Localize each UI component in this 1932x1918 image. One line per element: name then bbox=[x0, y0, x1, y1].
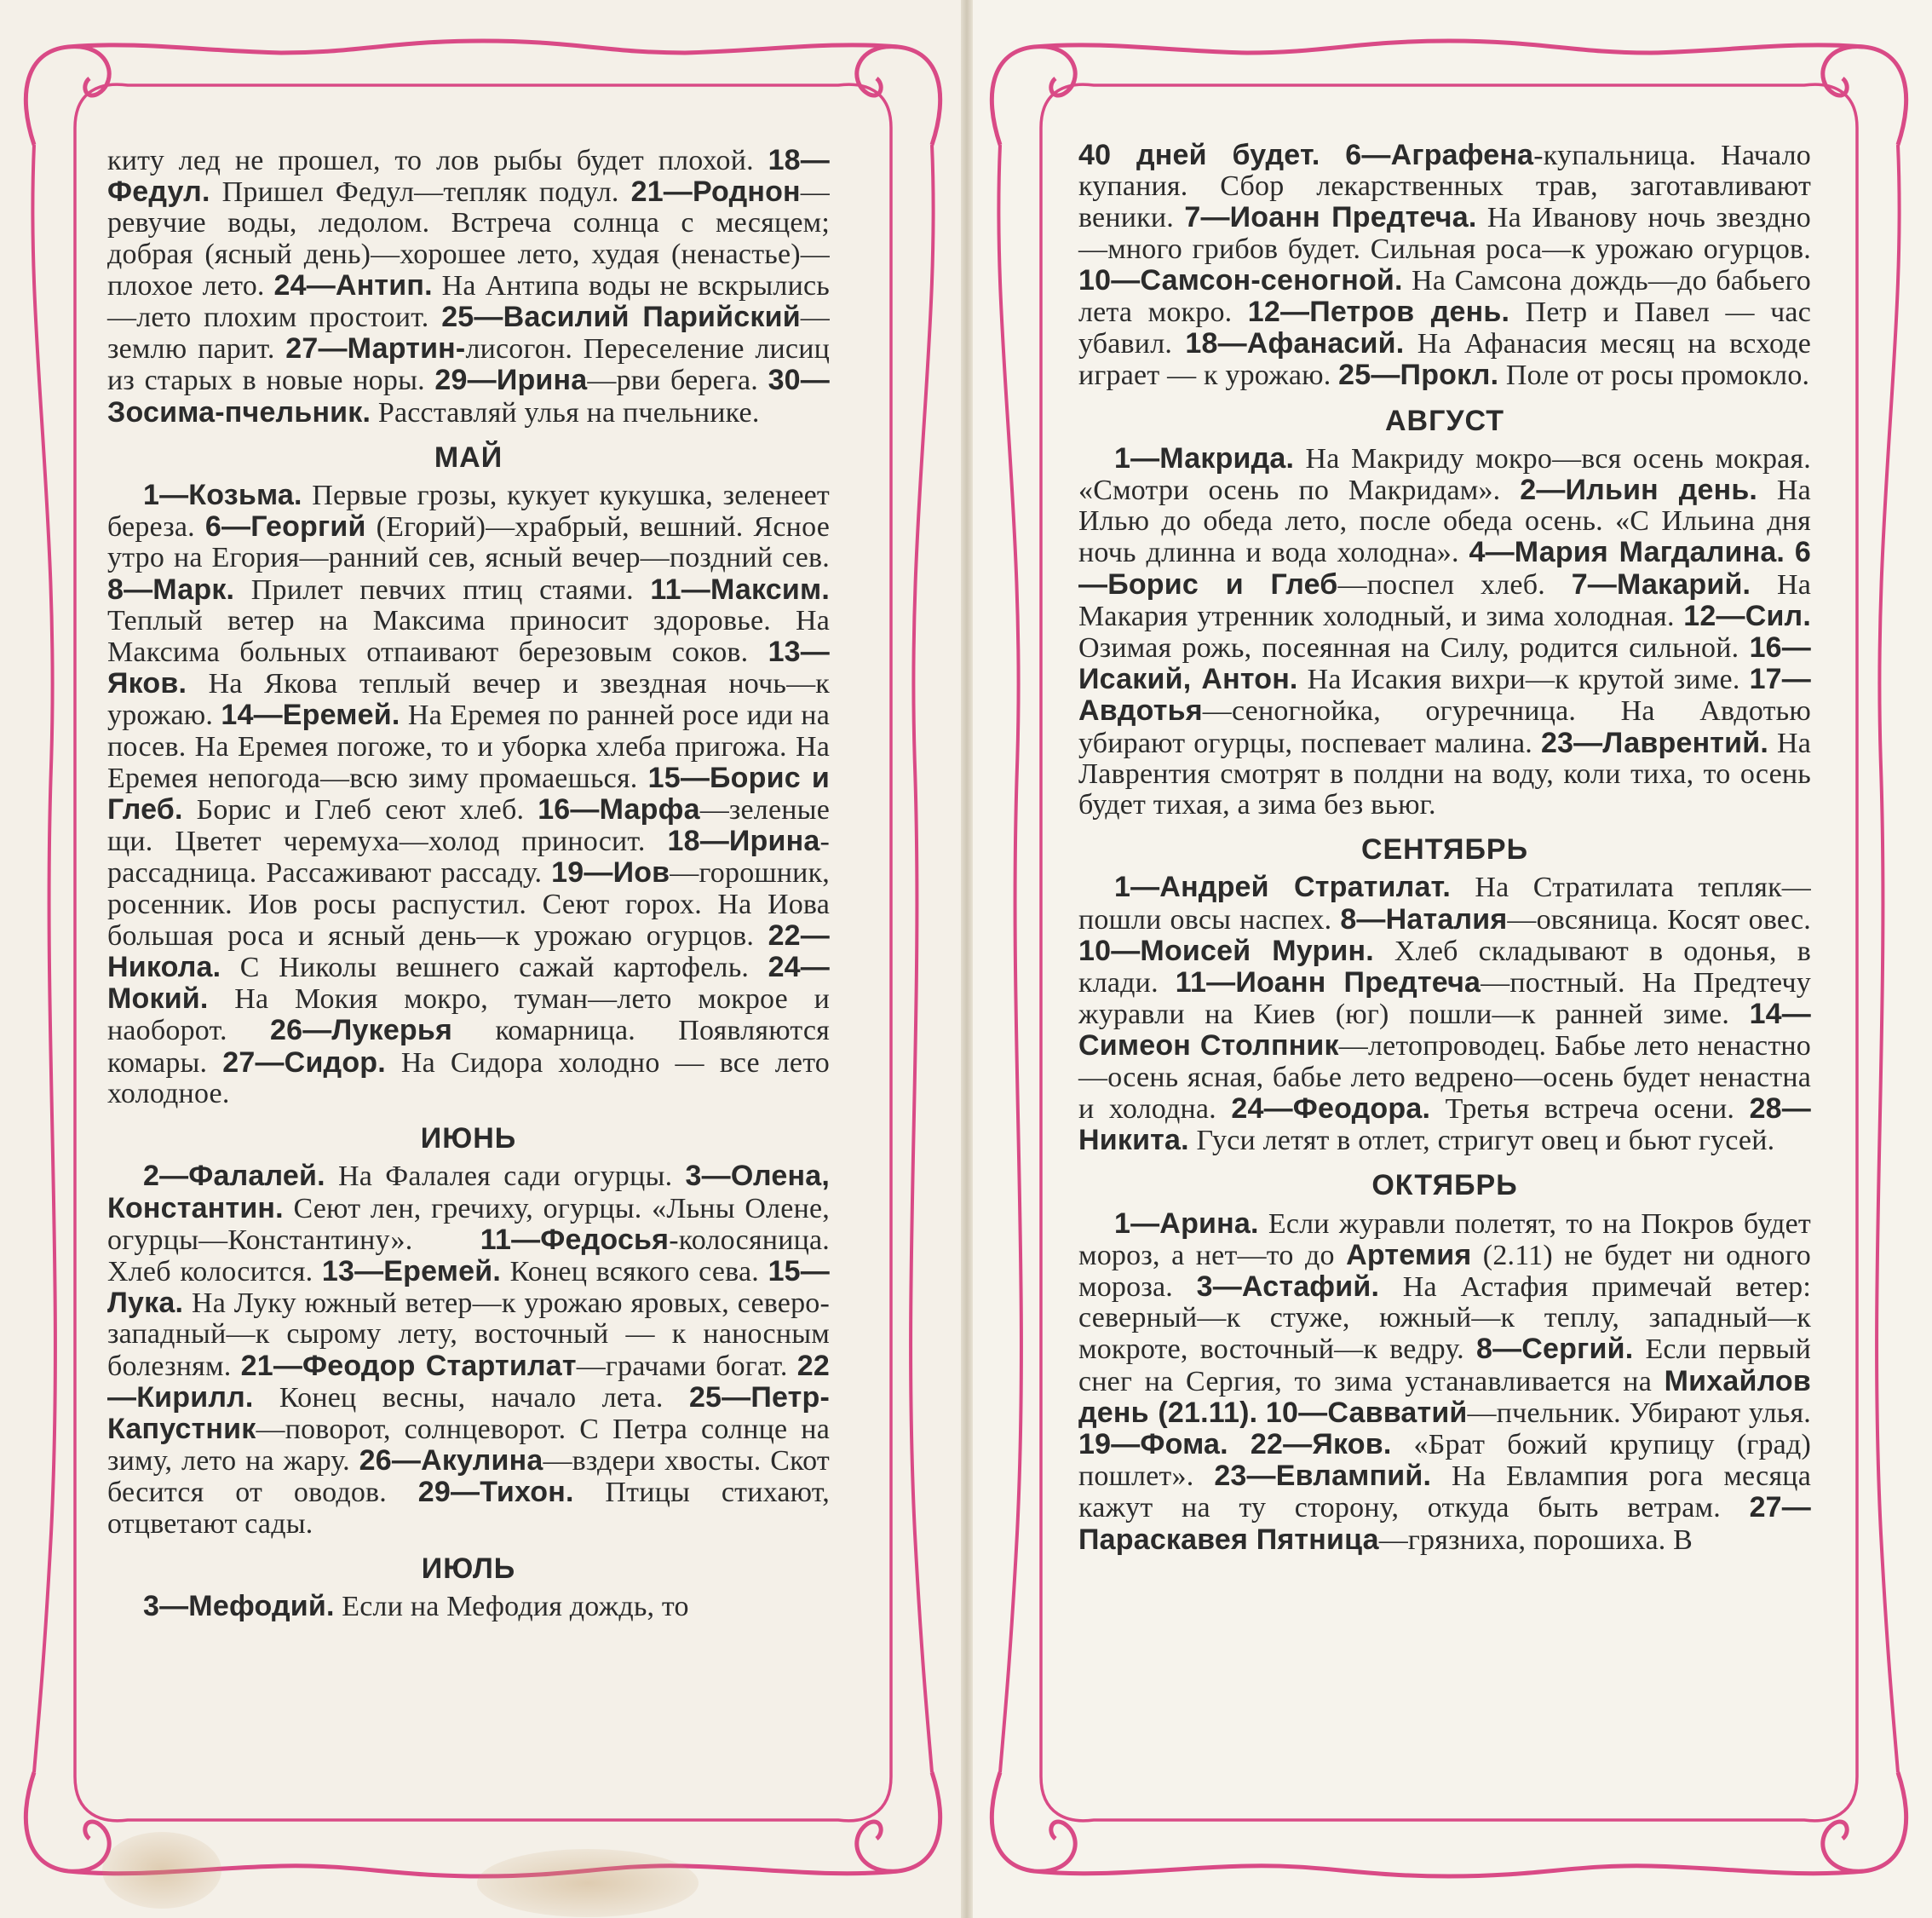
saint-day-label: 40 дней будет. 6—Аграфена bbox=[1078, 139, 1534, 171]
text-run: Конец весны, начало лета. bbox=[253, 1381, 689, 1414]
text-run: —ревучие воды, ледолом. Встреча солнца с месяцем; добрая (ясный день)—хорошее лето, худая (ненастье)—плохое лето. bbox=[107, 176, 830, 302]
text-run: (Егорий)—храбрый, вешний. Ясное утро на Егория—ранний сев, ясный вечер—поздний сев. bbox=[107, 511, 830, 574]
text-run: киту лед не прошел, то лов рыбы будет плохой. bbox=[107, 145, 768, 176]
text-run: —постный. На Предтечу журавли на Киев (юг) пошли—к ранней зиме. bbox=[1078, 967, 1811, 1031]
saint-day-label: 23—Евлампий. bbox=[1214, 1460, 1432, 1493]
text-run: На Антипа воды не вскрылись—лето плохим простоит. bbox=[107, 269, 830, 334]
saint-day-label: Артемия bbox=[1346, 1238, 1472, 1271]
saint-day-label: 1—Козьма. bbox=[143, 479, 302, 512]
saint-day-label: 10—Савватий bbox=[1265, 1396, 1468, 1429]
saint-day-label: 27—Параскавея Пятница bbox=[1078, 1491, 1811, 1556]
text-run: Прилет певчих птиц стаями. bbox=[234, 573, 651, 606]
text-run: —рви берега. bbox=[587, 365, 768, 397]
text-run: На Фалалея сади огурцы. bbox=[325, 1161, 686, 1193]
text-run bbox=[1785, 537, 1795, 568]
saint-day-label: 23—Лаврентий. bbox=[1540, 726, 1768, 759]
text-run: На Макриду мокро—вся осень мокрая. «Смотри осень по Макридам». bbox=[1078, 442, 1811, 507]
saint-day-label: 22—Никола. bbox=[107, 919, 830, 984]
saint-day-label: 1—Арина. bbox=[1114, 1207, 1259, 1240]
text-run: —сеногнойка, огуречница. На Авдотью убирают огурцы, поспевает малина. bbox=[1078, 695, 1811, 759]
text-run: Теплый ветер на Максима приносит здоровье. На Максима больных отпаивают березовым соков. bbox=[107, 604, 830, 669]
saint-day-label: 26—Акулина bbox=[359, 1444, 543, 1477]
heading-july: ИЮЛЬ bbox=[421, 1552, 516, 1585]
right-page-text bbox=[1078, 140, 1811, 1556]
text-run: Третья встреча осени. bbox=[1430, 1092, 1750, 1125]
saint-day-label: Михайлов день (21.11). bbox=[1078, 1364, 1811, 1429]
saint-day-label: 19—Иов bbox=[551, 856, 670, 890]
paragraph-may bbox=[107, 480, 830, 1109]
saint-day-label: 11—Максим. bbox=[650, 573, 830, 606]
paragraph-july bbox=[107, 1591, 830, 1622]
paper-stain bbox=[102, 1832, 221, 1909]
saint-day-label: 8—Наталия bbox=[1340, 902, 1508, 936]
saint-day-label: 7—Иоанн Предтеча. bbox=[1184, 201, 1477, 234]
text-run: —вздери хвосты. Скот бесится от оводов. bbox=[107, 1445, 830, 1509]
text-run: Первые грозы, кукует кукушка, зеленеет береза. bbox=[107, 480, 830, 544]
saint-day-label: 29—Тихон. bbox=[417, 1476, 574, 1509]
heading-june: ИЮНЬ bbox=[420, 1122, 517, 1155]
saint-day-label: 18—Федул. bbox=[107, 144, 830, 209]
saint-day-label: 6—Борис и Глеб bbox=[1078, 536, 1812, 601]
saint-day-label: 10—Самсон-сеногной. bbox=[1078, 263, 1403, 297]
text-run: —грачами богат. bbox=[576, 1350, 797, 1382]
saint-day-label: 16—Исакий, Антон. bbox=[1078, 631, 1811, 696]
saint-day-label: 25—Петр-Капустник bbox=[107, 1380, 830, 1445]
saint-day-label: 22—Яков. bbox=[1250, 1427, 1392, 1460]
text-run bbox=[1257, 1397, 1266, 1429]
text-run: Гуси летят в отлет, стригут овец и бьют гусей. bbox=[1188, 1125, 1775, 1157]
text-run: На Сидора холодно — все лето холодное. bbox=[107, 1046, 830, 1109]
text-run: С Николы вешнего сажай картофель. bbox=[221, 952, 768, 984]
text-run: На Исакия вихри—к крутой зиме. bbox=[1297, 664, 1750, 696]
text-run: —грязниха, порошиха. В bbox=[1378, 1523, 1693, 1556]
saint-day-label: 2—Фалалей. bbox=[143, 1160, 325, 1193]
saint-day-label: 13—Еремей. bbox=[321, 1254, 502, 1287]
text-run: -купальница. Начало купания. Сбор лекарственных трав, заготавливают веники. bbox=[1078, 140, 1812, 234]
saint-day-label: 7—Макарий. bbox=[1571, 567, 1751, 601]
text-run: Петр и Павел — час убавил. bbox=[1078, 297, 1811, 360]
text-run: Борис и Глеб сеют хлеб. bbox=[182, 794, 538, 827]
text-run: На Илью до обеда лето, после обеда осень. «С Ильина дня ночь длинна и вода холодна». bbox=[1078, 475, 1811, 569]
saint-day-label: 3—Астафий. bbox=[1196, 1270, 1380, 1303]
text-run: Расставляй улья на пчельнике. bbox=[371, 396, 760, 429]
saint-day-label: 6—Георгий bbox=[204, 510, 366, 544]
text-run: На Якова теплый вечер и звездная ночь—к урожаю. bbox=[107, 668, 830, 732]
text-run: Птицы стихают, отцветают сады. bbox=[107, 1477, 831, 1540]
text-run: На Луку южный ветер—к урожаю яровых, северо-западный—к сырому лету, восточный — к наносным болезням. bbox=[107, 1287, 830, 1382]
right-page bbox=[966, 0, 1932, 1918]
text-run: На Макария утренник холодный, и зима холодная. bbox=[1078, 568, 1812, 632]
paragraph-september bbox=[1078, 872, 1811, 1156]
paragraph-april-end bbox=[107, 145, 830, 429]
saint-day-label: 30—Зосима-пчельник. bbox=[107, 364, 830, 429]
text-run: Если журавли полетят, то на Покров будет мороз, а нет—то до bbox=[1078, 1207, 1811, 1271]
saint-day-label: 27—Мартин- bbox=[285, 332, 466, 366]
text-run: —овсяница. Косят овес. bbox=[1507, 903, 1811, 936]
text-run: —поспел хлеб. bbox=[1337, 568, 1572, 601]
text-run: Пришел Федул—тепляк подул. bbox=[210, 176, 631, 209]
paragraph-july-end bbox=[1078, 140, 1811, 392]
text-run: —летопроводец. Бабье лето ненастно—осень ясная, бабье лето ведрено—осень будет ненастна и холодна. bbox=[1078, 1030, 1811, 1125]
saint-day-label: 12—Сил. bbox=[1683, 599, 1811, 632]
text-run: (2.11) не будет ни одного мороза. bbox=[1078, 1239, 1811, 1303]
text-run: «Брат божий крупицу (град) пошлет». bbox=[1078, 1428, 1811, 1493]
saint-day-label: 1—Макрида. bbox=[1114, 441, 1295, 475]
text-run: На Афанасия месяц на всходе играет — к урожаю. bbox=[1078, 328, 1811, 392]
saint-day-label: 25—Василий Парийский bbox=[441, 301, 801, 334]
heading-august: АВГУСТ bbox=[1384, 404, 1504, 437]
saint-day-label: 13—Яков. bbox=[107, 636, 830, 700]
text-run: Если на Мефодия дождь, то bbox=[334, 1590, 689, 1622]
text-run: Конец всякого сева. bbox=[501, 1255, 768, 1287]
text-run: —поворот, солнцеворот. С Петра солнце на зиму, лето на жару. bbox=[107, 1413, 830, 1477]
heading-may: МАЙ bbox=[434, 441, 503, 474]
saint-day-label: 2—Ильин день. bbox=[1520, 474, 1758, 507]
text-run: Озимая рожь, посеянная на Силу, родится сильной. bbox=[1078, 632, 1750, 665]
heading-october: ОКТЯБРЬ bbox=[1371, 1169, 1518, 1202]
saint-day-label: 11—Федосья bbox=[480, 1223, 670, 1256]
paragraph-june bbox=[107, 1161, 830, 1539]
text-run: Хлеб складывают в одонья, в клади. bbox=[1078, 935, 1811, 999]
text-run: На Мокия мокро, туман—лето мокрое и наоборот. bbox=[107, 983, 830, 1047]
saint-day-label: 18—Ирина bbox=[667, 825, 820, 858]
saint-day-label: 14—Симеон Столпник bbox=[1078, 998, 1811, 1063]
text-run: комарница. Появляются комары. bbox=[107, 1015, 830, 1079]
saint-day-label: 10—Моисей Мурин. bbox=[1078, 934, 1374, 967]
saint-day-label: 8—Сергий. bbox=[1475, 1333, 1634, 1366]
saint-day-label: 19—Фома. bbox=[1078, 1427, 1228, 1460]
saint-day-label: 24—Мокий. bbox=[107, 951, 830, 1016]
saint-day-label: 12—Петров день. bbox=[1247, 296, 1510, 329]
saint-day-label: 21—Роднон bbox=[630, 176, 801, 209]
paper-stain bbox=[477, 1849, 699, 1917]
saint-day-label: 26—Лукерья bbox=[270, 1014, 453, 1047]
saint-day-label: 15—Лука. bbox=[107, 1254, 830, 1320]
text-run: —горошник, росенник. Иов росы распустил. Сеют горох. На Иова большая роса и ясный день—к урожаю огурцов. bbox=[107, 857, 830, 952]
text-run bbox=[1228, 1429, 1251, 1460]
saint-day-label: 1—Андрей Стратилат. bbox=[1114, 871, 1452, 904]
text-run: На Евлампия рога месяца кажут на ту сторону, откуда быть ветрам. bbox=[1078, 1460, 1811, 1524]
saint-day-label: 29—Ирина bbox=[434, 364, 588, 397]
text-run: Если первый снег на Сергия, то зима устанавливается на bbox=[1078, 1333, 1811, 1397]
text-run: лисогон. Переселение лисиц из старых в новые норы. bbox=[107, 333, 830, 397]
text-run: -рассадница. Рассаживают рассаду. bbox=[107, 826, 830, 890]
saint-day-label: 15—Борис и Глеб. bbox=[107, 761, 831, 827]
heading-september: СЕНТЯБРЬ bbox=[1360, 833, 1529, 867]
saint-day-label: 11—Иоанн Предтеча bbox=[1175, 966, 1481, 999]
book-spine bbox=[961, 0, 973, 1918]
saint-day-label: 27—Сидор. bbox=[222, 1045, 386, 1079]
saint-day-label: 4—Мария Магдалина. bbox=[1469, 536, 1785, 569]
text-run: На Стратилата тепляк—пошли овсы наспех. bbox=[1078, 872, 1811, 936]
saint-day-label: 28—Никита. bbox=[1078, 1091, 1811, 1157]
text-run: На Еремея по ранней росе иди на посев. На Еремея погоже, то и уборка хлеба пригожа. На Еремея непогода—всю зиму промаешься. bbox=[107, 700, 830, 794]
text-run: Сеют лен, гречиху, огурцы. «Льны Олене, огурцы—Константину». bbox=[107, 1192, 830, 1256]
saint-day-label: 14—Еремей. bbox=[221, 699, 400, 732]
text-run: -колосяница. Хлеб колосится. bbox=[107, 1224, 830, 1287]
saint-day-label: 8—Марк. bbox=[107, 573, 235, 606]
paragraph-october bbox=[1078, 1208, 1811, 1556]
saint-day-label: 25—Прокл. bbox=[1338, 359, 1499, 392]
text-run: Поле от росы промокло. bbox=[1498, 360, 1810, 392]
saint-day-label: 18—Афанасий. bbox=[1185, 327, 1405, 360]
left-page-text bbox=[107, 145, 830, 1622]
paragraph-august bbox=[1078, 443, 1811, 821]
saint-day-label: 3—Мефодий. bbox=[143, 1589, 335, 1622]
text-run: На Самсона дождь—до бабьего лета мокро. bbox=[1078, 264, 1811, 329]
saint-day-label: 24—Антип. bbox=[273, 268, 433, 302]
text-run: На Астафия примечай ветер: северный—к стуже, южный—к теплу, западный—к мокроте, восточный—к ведру. bbox=[1078, 1270, 1811, 1366]
saint-day-label: 21—Феодор Стартилат bbox=[240, 1349, 577, 1382]
text-run: На Лаврентия смотрят в полдни на воду, коли тиха, то осень будет тихая, а зима без вьюг. bbox=[1078, 727, 1812, 821]
text-run: —пчельник. Убирают улья. bbox=[1467, 1397, 1811, 1429]
saint-day-label: 22—Кирилл. bbox=[107, 1349, 830, 1414]
saint-day-label: 16—Марфа bbox=[538, 793, 700, 827]
saint-day-label: 17—Авдотья bbox=[1078, 663, 1811, 728]
saint-day-label: 24—Феодора. bbox=[1231, 1091, 1431, 1125]
text-run: —землю парит. bbox=[107, 302, 830, 366]
text-run: —зеленые щи. Цветет черемуха—холод приносит. bbox=[107, 794, 830, 858]
text-run: На Иванову ночь звездно—много грибов будет. Сильная роса—к урожаю огурцов. bbox=[1078, 202, 1812, 265]
saint-day-label: 3—Олена, Константин. bbox=[107, 1160, 830, 1224]
